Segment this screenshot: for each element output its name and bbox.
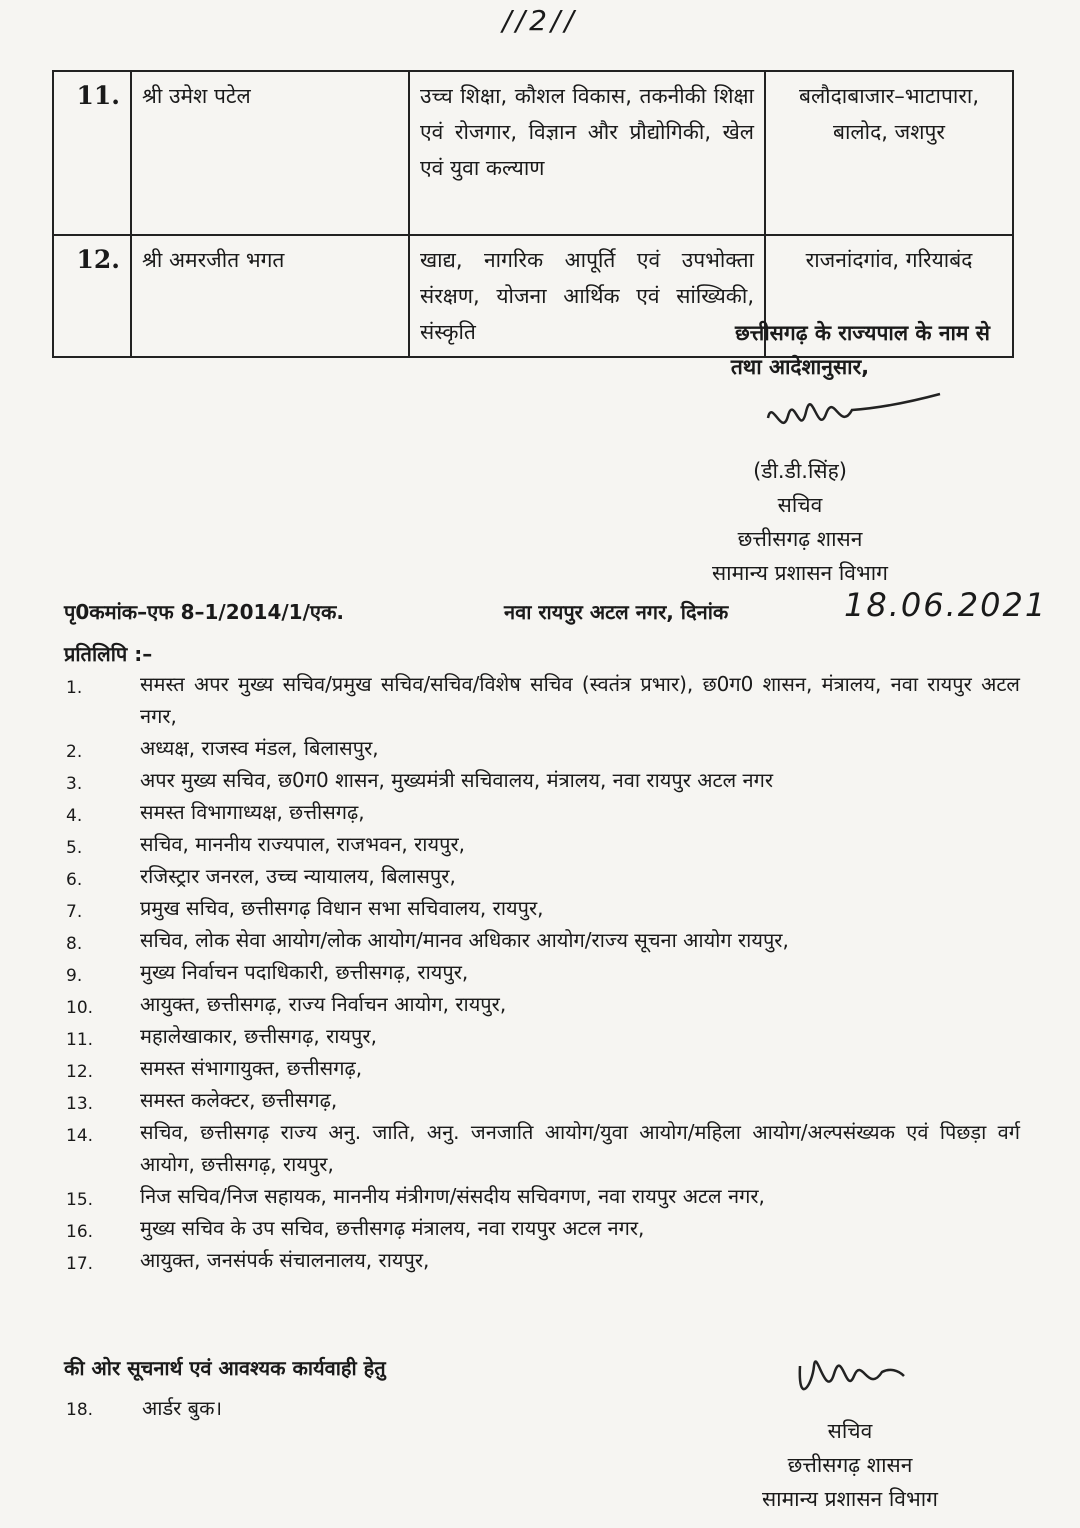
list-item: 14. सचिव, छत्तीसगढ़ राज्य अनु. जाति, अनु. जनजाति आयोग/युवा आयोग/महिला आयोग/अल्पसंख्यक एवं पिछड़ा वर्ग आयोग, छत्तीसगढ़, रायपुर, bbox=[66, 1120, 1020, 1176]
signatory-government: छत्तीसगढ़ शासन bbox=[737, 527, 863, 551]
list-item: 6. रजिस्ट्रार जनरल, उच्च न्यायालय, बिलासपुर, bbox=[66, 864, 456, 890]
list-item: 15. निज सचिव/निज सहायक, माननीय मंत्रीगण/संसदीय सचिवगण, नवा रायपुर अटल नगर, bbox=[66, 1184, 765, 1210]
signature-mark bbox=[760, 388, 950, 448]
list-item: 7. प्रमुख सचिव, छत्तीसगढ़ विधान सभा सचिवालय, रायपुर, bbox=[66, 896, 544, 922]
list-item: 2. अध्यक्ष, राजस्व मंडल, बिलासपुर, bbox=[66, 736, 379, 762]
list-item: 12. समस्त संभागायुक्त, छत्तीसगढ़, bbox=[66, 1056, 363, 1082]
signatory-block bbox=[600, 454, 1000, 590]
row-number: 12. bbox=[53, 235, 131, 357]
closing-line: की ओर सूचनार्थ एवं आवश्यक कार्यवाही हेतु bbox=[64, 1356, 386, 1380]
order-line-1: छत्तीसगढ़ के राज्यपाल के नाम से bbox=[735, 321, 990, 345]
departments-cell: उच्च शिक्षा, कौशल विकास, तकनीकी शिक्षा एवं रोजगार, विज्ञान और प्रौद्योगिकी, खेल एवं युवा कल्याण bbox=[409, 71, 765, 235]
list-item: 17. आयुक्त, जनसंपर्क संचालनालय, रायपुर, bbox=[66, 1248, 430, 1274]
list-item: 13. समस्त कलेक्टर, छत्तीसगढ़, bbox=[66, 1088, 338, 1114]
minister-name: श्री अमरजीत भगत bbox=[131, 235, 409, 357]
order-sign-block bbox=[600, 316, 1000, 384]
list-item: 10. आयुक्त, छत्तीसगढ़, राज्य निर्वाचन आयोग, रायपुर, bbox=[66, 992, 507, 1018]
departments-cell: खाद्य, नागरिक आपूर्ति एवं उपभोक्ता संरक्षण, योजना आर्थिक एवं सांख्यिकी, संस्कृति bbox=[409, 235, 765, 357]
list-item: 5. सचिव, माननीय राज्यपाल, राजभवन, रायपुर, bbox=[66, 832, 465, 858]
signatory-designation: सचिव bbox=[777, 493, 823, 517]
signatory-department: सामान्य प्रशासन विभाग bbox=[711, 561, 889, 585]
order-line-2: तथा आदेशानुसार, bbox=[730, 355, 870, 379]
place-date-label: नवा रायपुर अटल नगर, दिनांक bbox=[504, 600, 729, 624]
list-item: 4. समस्त विभागाध्यक्ष, छत्तीसगढ़, bbox=[66, 800, 365, 826]
copy-heading: प्रतिलिपि :– bbox=[64, 642, 153, 666]
table-row bbox=[53, 71, 1013, 235]
handwritten-date: 18.06.2021 bbox=[844, 586, 1048, 624]
districts-cell: बलौदाबाजार–भाटापारा, बालोद, जशपुर bbox=[765, 71, 1013, 235]
row-number: 11. bbox=[53, 71, 131, 235]
list-item: 11. महालेखाकार, छत्तीसगढ़, रायपुर, bbox=[66, 1024, 377, 1050]
list-item: 9. मुख्य निर्वाचन पदाधिकारी, छत्तीसगढ़, रायपुर, bbox=[66, 960, 469, 986]
signatory-name: (डी.डी.सिंह) bbox=[753, 459, 847, 483]
copy-list bbox=[60, 668, 1020, 1276]
list-item: 18. आर्डर बुक। bbox=[66, 1396, 223, 1420]
list-item: 8. सचिव, लोक सेवा आयोग/लोक आयोग/मानव अधिकार आयोग/राज्य सूचना आयोग रायपुर, bbox=[66, 928, 789, 954]
bottom-government: छत्तीसगढ़ शासन bbox=[787, 1453, 913, 1477]
bottom-sign-block bbox=[700, 1414, 1000, 1516]
bottom-designation: सचिव bbox=[827, 1419, 873, 1443]
signature-mark bbox=[790, 1346, 910, 1416]
page-number: //2// bbox=[502, 4, 578, 37]
bottom-department: सामान्य प्रशासन विभाग bbox=[761, 1487, 939, 1511]
districts-cell: राजनांदगांव, गरियाबंद bbox=[765, 235, 1013, 357]
list-item: 1. समस्त अपर मुख्य सचिव/प्रमुख सचिव/सचिव/विशेष सचिव (स्वतंत्र प्रभार), छ0ग0 शासन, मंत्रालय, नवा रायपुर अटल नगर, bbox=[66, 672, 1020, 728]
reference-number: पृ0कमांक–एफ 8–1/2014/1/एक. bbox=[64, 600, 344, 624]
list-item: 3. अपर मुख्य सचिव, छ0ग0 शासन, मुख्यमंत्री सचिवालय, मंत्रालय, नवा रायपुर अटल नगर bbox=[66, 768, 774, 794]
list-item: 16. मुख्य सचिव के उप सचिव, छत्तीसगढ़ मंत्रालय, नवा रायपुर अटल नगर, bbox=[66, 1216, 645, 1242]
allocation-table bbox=[52, 70, 1014, 358]
minister-name: श्री उमेश पटेल bbox=[131, 71, 409, 235]
